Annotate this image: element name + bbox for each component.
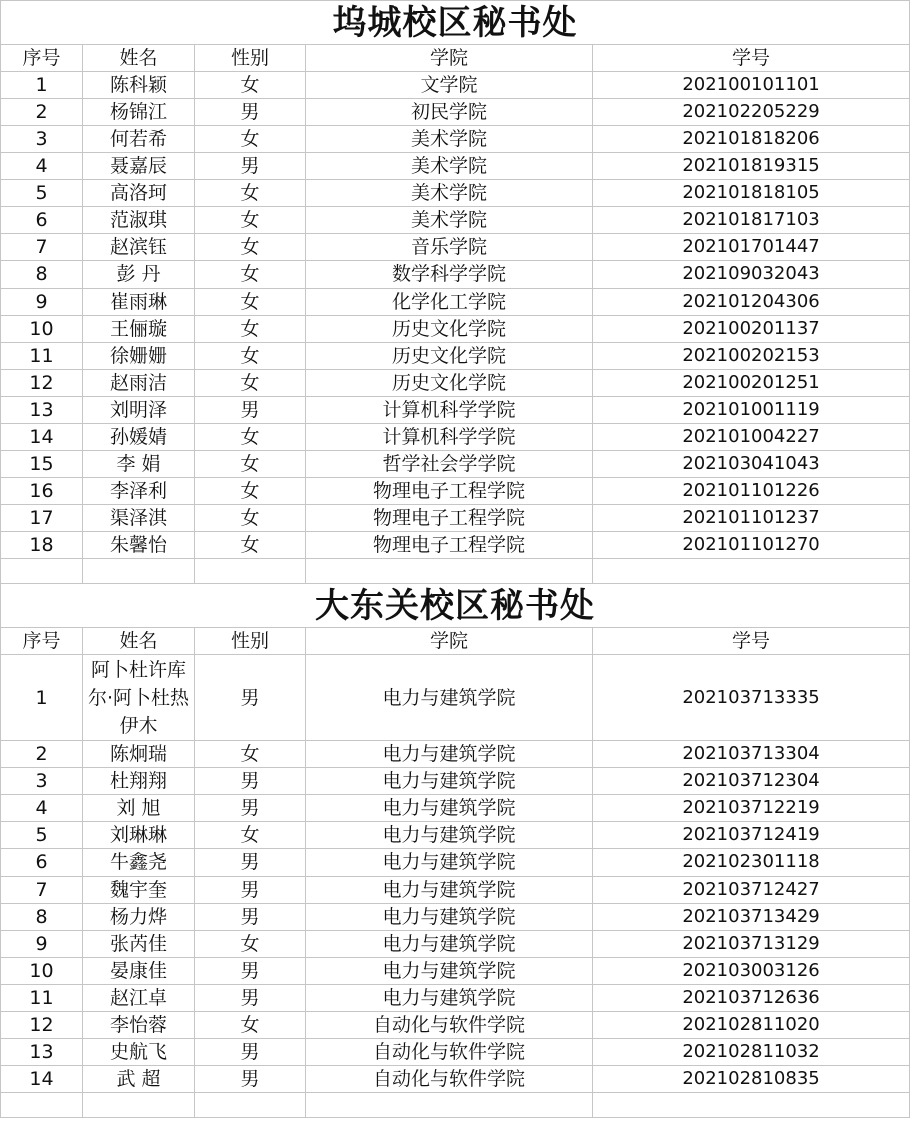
table-row (1, 655, 910, 741)
cell-student-id[interactable]: 202101817103 (593, 207, 910, 234)
table-row (1, 99, 910, 126)
cell-index[interactable]: 1 (1, 72, 83, 99)
cell-student-id[interactable]: 202103712636 (593, 984, 910, 1011)
cell-gender[interactable]: 女 (195, 234, 306, 261)
cell-name[interactable]: 李怡蓉 (83, 1011, 195, 1038)
cell-gender[interactable]: 男 (195, 396, 306, 423)
empty-row (1, 1092, 910, 1117)
table-row (1, 396, 910, 423)
cell-index[interactable]: 14 (1, 423, 83, 450)
cell-index[interactable]: 12 (1, 1011, 83, 1038)
empty-row (1, 558, 910, 583)
empty-cell[interactable] (593, 558, 910, 583)
cell-student-id[interactable]: 202109032043 (593, 261, 910, 288)
cell-gender[interactable]: 女 (195, 504, 306, 531)
table-row (1, 261, 910, 288)
cell-college[interactable]: 电力与建筑学院 (306, 984, 593, 1011)
cell-student-id[interactable]: 202102205229 (593, 99, 910, 126)
cell-gender[interactable]: 男 (195, 849, 306, 876)
cell-college[interactable]: 历史文化学院 (306, 342, 593, 369)
cell-student-id[interactable]: 202100202153 (593, 342, 910, 369)
cell-name[interactable]: 陈科颖 (83, 72, 195, 99)
column-header[interactable]: 学号 (593, 628, 910, 655)
table-row (1, 504, 910, 531)
cell-college[interactable]: 自动化与软件学院 (306, 1065, 593, 1092)
cell-student-id[interactable]: 202103041043 (593, 450, 910, 477)
cell-student-id[interactable]: 202103712304 (593, 768, 910, 795)
section-title[interactable]: 大东关校区秘书处 (1, 584, 910, 628)
cell-gender[interactable]: 女 (195, 930, 306, 957)
table-row (1, 903, 910, 930)
table-row (1, 1065, 910, 1092)
cell-index[interactable]: 7 (1, 234, 83, 261)
cell-index[interactable]: 16 (1, 477, 83, 504)
cell-gender[interactable]: 男 (195, 153, 306, 180)
column-header-row (1, 45, 910, 72)
cell-name[interactable]: 赵滨钰 (83, 234, 195, 261)
cell-student-id[interactable]: 202103713335 (593, 655, 910, 741)
table-row (1, 288, 910, 315)
cell-name[interactable]: 杨力烨 (83, 903, 195, 930)
cell-college[interactable]: 美术学院 (306, 153, 593, 180)
table-row (1, 849, 910, 876)
table-row (1, 126, 910, 153)
cell-college[interactable]: 哲学社会学学院 (306, 450, 593, 477)
cell-index[interactable]: 5 (1, 822, 83, 849)
cell-name[interactable]: 史航飞 (83, 1038, 195, 1065)
cell-index[interactable]: 10 (1, 957, 83, 984)
cell-student-id[interactable]: 202101818105 (593, 180, 910, 207)
cell-name[interactable]: 李 娟 (83, 450, 195, 477)
cell-college[interactable]: 电力与建筑学院 (306, 849, 593, 876)
cell-gender[interactable]: 女 (195, 369, 306, 396)
cell-college[interactable]: 计算机科学学院 (306, 396, 593, 423)
cell-index[interactable]: 13 (1, 396, 83, 423)
cell-name[interactable]: 何若希 (83, 126, 195, 153)
table-row (1, 423, 910, 450)
cell-name[interactable]: 孙媛婧 (83, 423, 195, 450)
cell-gender[interactable]: 女 (195, 741, 306, 768)
cell-name[interactable]: 徐姗姗 (83, 342, 195, 369)
cell-college[interactable]: 自动化与软件学院 (306, 1011, 593, 1038)
cell-name[interactable]: 阿卜杜许库尔·阿卜杜热伊木 (83, 655, 195, 741)
cell-name[interactable]: 武 超 (83, 1065, 195, 1092)
section-title-row (1, 584, 910, 628)
table-row (1, 930, 910, 957)
cell-student-id[interactable]: 202103712219 (593, 795, 910, 822)
cell-gender[interactable]: 女 (195, 288, 306, 315)
cell-college[interactable]: 计算机科学学院 (306, 423, 593, 450)
table-row (1, 477, 910, 504)
column-header[interactable]: 学院 (306, 628, 593, 655)
section-title[interactable]: 坞城校区秘书处 (1, 1, 910, 45)
cell-gender[interactable]: 男 (195, 903, 306, 930)
cell-college[interactable]: 历史文化学院 (306, 369, 593, 396)
table-row (1, 741, 910, 768)
cell-college[interactable]: 美术学院 (306, 126, 593, 153)
cell-gender[interactable]: 女 (195, 1011, 306, 1038)
table-row (1, 876, 910, 903)
cell-index[interactable]: 8 (1, 261, 83, 288)
cell-student-id[interactable]: 202101204306 (593, 288, 910, 315)
cell-name[interactable]: 赵江卓 (83, 984, 195, 1011)
cell-index[interactable]: 4 (1, 795, 83, 822)
cell-name[interactable]: 渠泽淇 (83, 504, 195, 531)
cell-student-id[interactable]: 202102811032 (593, 1038, 910, 1065)
cell-college[interactable]: 初民学院 (306, 99, 593, 126)
empty-cell[interactable] (195, 1092, 306, 1117)
cell-name[interactable]: 崔雨琳 (83, 288, 195, 315)
cell-index[interactable]: 3 (1, 768, 83, 795)
cell-index[interactable]: 11 (1, 342, 83, 369)
table-row (1, 795, 910, 822)
cell-college[interactable]: 物理电子工程学院 (306, 531, 593, 558)
table-row (1, 342, 910, 369)
cell-college[interactable]: 电力与建筑学院 (306, 903, 593, 930)
cell-name[interactable]: 刘明泽 (83, 396, 195, 423)
cell-gender[interactable]: 女 (195, 531, 306, 558)
table-row (1, 984, 910, 1011)
cell-index[interactable]: 5 (1, 180, 83, 207)
column-header[interactable]: 学院 (306, 45, 593, 72)
cell-index[interactable]: 10 (1, 315, 83, 342)
table-row (1, 153, 910, 180)
cell-gender[interactable]: 女 (195, 207, 306, 234)
cell-student-id[interactable]: 202101101237 (593, 504, 910, 531)
table-row (1, 768, 910, 795)
table-row (1, 1038, 910, 1065)
cell-index[interactable]: 1 (1, 655, 83, 741)
empty-cell[interactable] (1, 558, 83, 583)
cell-gender[interactable]: 男 (195, 1038, 306, 1065)
cell-student-id[interactable]: 202103712419 (593, 822, 910, 849)
cell-index[interactable]: 2 (1, 741, 83, 768)
cell-name[interactable]: 彭 丹 (83, 261, 195, 288)
cell-college[interactable]: 电力与建筑学院 (306, 930, 593, 957)
cell-index[interactable]: 7 (1, 876, 83, 903)
cell-college[interactable]: 电力与建筑学院 (306, 822, 593, 849)
cell-college[interactable]: 电力与建筑学院 (306, 957, 593, 984)
cell-student-id[interactable]: 202102301118 (593, 849, 910, 876)
cell-college[interactable]: 美术学院 (306, 180, 593, 207)
cell-college[interactable]: 美术学院 (306, 207, 593, 234)
cell-college[interactable]: 电力与建筑学院 (306, 876, 593, 903)
column-header[interactable]: 性别 (195, 45, 306, 72)
cell-gender[interactable]: 女 (195, 450, 306, 477)
column-header[interactable]: 性别 (195, 628, 306, 655)
cell-index[interactable]: 17 (1, 504, 83, 531)
spreadsheet-body (1, 1, 910, 1118)
empty-cell[interactable] (593, 1092, 910, 1117)
cell-college[interactable]: 历史文化学院 (306, 315, 593, 342)
cell-gender[interactable]: 女 (195, 126, 306, 153)
cell-name[interactable]: 陈炯瑞 (83, 741, 195, 768)
cell-gender[interactable]: 男 (195, 768, 306, 795)
cell-index[interactable]: 6 (1, 207, 83, 234)
cell-name[interactable]: 赵雨洁 (83, 369, 195, 396)
cell-gender[interactable]: 女 (195, 180, 306, 207)
cell-student-id[interactable]: 202102811020 (593, 1011, 910, 1038)
cell-gender[interactable]: 男 (195, 795, 306, 822)
cell-college[interactable]: 电力与建筑学院 (306, 655, 593, 741)
cell-student-id[interactable]: 202101818206 (593, 126, 910, 153)
cell-gender[interactable]: 女 (195, 342, 306, 369)
empty-cell[interactable] (195, 558, 306, 583)
cell-student-id[interactable]: 202103713304 (593, 741, 910, 768)
table-row (1, 315, 910, 342)
empty-cell[interactable] (83, 1092, 195, 1117)
cell-student-id[interactable]: 202101004227 (593, 423, 910, 450)
cell-student-id[interactable]: 202103712427 (593, 876, 910, 903)
column-header[interactable]: 姓名 (83, 628, 195, 655)
empty-cell[interactable] (306, 558, 593, 583)
cell-student-id[interactable]: 202100201137 (593, 315, 910, 342)
cell-index[interactable]: 12 (1, 369, 83, 396)
cell-student-id[interactable]: 202101819315 (593, 153, 910, 180)
cell-college[interactable]: 电力与建筑学院 (306, 768, 593, 795)
table-row (1, 531, 910, 558)
cell-name[interactable]: 聂嘉辰 (83, 153, 195, 180)
cell-college[interactable]: 物理电子工程学院 (306, 504, 593, 531)
empty-cell[interactable] (306, 1092, 593, 1117)
cell-index[interactable]: 14 (1, 1065, 83, 1092)
cell-gender[interactable]: 男 (195, 655, 306, 741)
cell-name[interactable]: 高洛珂 (83, 180, 195, 207)
cell-gender[interactable]: 女 (195, 72, 306, 99)
cell-name[interactable]: 杨锦江 (83, 99, 195, 126)
section-title-row (1, 1, 910, 45)
cell-index[interactable]: 13 (1, 1038, 83, 1065)
empty-cell[interactable] (1, 1092, 83, 1117)
cell-index[interactable]: 9 (1, 288, 83, 315)
table-row (1, 1011, 910, 1038)
cell-student-id[interactable]: 202103713429 (593, 903, 910, 930)
cell-college[interactable]: 自动化与软件学院 (306, 1038, 593, 1065)
cell-gender[interactable]: 女 (195, 261, 306, 288)
cell-name[interactable]: 晏康佳 (83, 957, 195, 984)
cell-student-id[interactable]: 202101001119 (593, 396, 910, 423)
cell-index[interactable]: 9 (1, 930, 83, 957)
cell-gender[interactable]: 女 (195, 423, 306, 450)
cell-name[interactable]: 刘琳琳 (83, 822, 195, 849)
cell-college[interactable]: 音乐学院 (306, 234, 593, 261)
cell-name[interactable]: 魏宇奎 (83, 876, 195, 903)
column-header-row (1, 628, 910, 655)
table-row (1, 822, 910, 849)
cell-student-id[interactable]: 202102810835 (593, 1065, 910, 1092)
cell-gender[interactable]: 女 (195, 477, 306, 504)
cell-college[interactable]: 电力与建筑学院 (306, 795, 593, 822)
cell-gender[interactable]: 女 (195, 315, 306, 342)
column-header[interactable]: 序号 (1, 628, 83, 655)
cell-name[interactable]: 李泽利 (83, 477, 195, 504)
cell-name[interactable]: 杜翔翔 (83, 768, 195, 795)
cell-name[interactable]: 朱馨怡 (83, 531, 195, 558)
column-header[interactable]: 序号 (1, 45, 83, 72)
cell-student-id[interactable]: 202101101226 (593, 477, 910, 504)
cell-student-id[interactable]: 202101701447 (593, 234, 910, 261)
cell-name[interactable]: 张芮佳 (83, 930, 195, 957)
cell-student-id[interactable]: 202103003126 (593, 957, 910, 984)
table-row (1, 180, 910, 207)
cell-index[interactable]: 2 (1, 99, 83, 126)
cell-college[interactable]: 数学科学学院 (306, 261, 593, 288)
cell-student-id[interactable]: 202103713129 (593, 930, 910, 957)
cell-index[interactable]: 4 (1, 153, 83, 180)
cell-student-id[interactable]: 202100101101 (593, 72, 910, 99)
cell-index[interactable]: 8 (1, 903, 83, 930)
cell-gender[interactable]: 男 (195, 99, 306, 126)
column-header[interactable]: 学号 (593, 45, 910, 72)
cell-gender[interactable]: 男 (195, 876, 306, 903)
table-row (1, 72, 910, 99)
cell-index[interactable]: 6 (1, 849, 83, 876)
table-row (1, 207, 910, 234)
column-header[interactable]: 姓名 (83, 45, 195, 72)
cell-college[interactable]: 电力与建筑学院 (306, 741, 593, 768)
empty-cell[interactable] (83, 558, 195, 583)
cell-index[interactable]: 3 (1, 126, 83, 153)
cell-index[interactable]: 18 (1, 531, 83, 558)
cell-gender[interactable]: 女 (195, 822, 306, 849)
cell-name[interactable]: 刘 旭 (83, 795, 195, 822)
table-row (1, 369, 910, 396)
cell-student-id[interactable]: 202101101270 (593, 531, 910, 558)
cell-gender[interactable]: 男 (195, 984, 306, 1011)
cell-index[interactable]: 15 (1, 450, 83, 477)
cell-name[interactable]: 范淑琪 (83, 207, 195, 234)
cell-gender[interactable]: 男 (195, 1065, 306, 1092)
cell-college[interactable]: 文学院 (306, 72, 593, 99)
table-row (1, 450, 910, 477)
cell-index[interactable]: 11 (1, 984, 83, 1011)
cell-name[interactable]: 王俪璇 (83, 315, 195, 342)
cell-student-id[interactable]: 202100201251 (593, 369, 910, 396)
table-row (1, 234, 910, 261)
table-row (1, 957, 910, 984)
cell-name[interactable]: 牛鑫尧 (83, 849, 195, 876)
cell-college[interactable]: 物理电子工程学院 (306, 477, 593, 504)
cell-college[interactable]: 化学化工学院 (306, 288, 593, 315)
cell-gender[interactable]: 男 (195, 957, 306, 984)
